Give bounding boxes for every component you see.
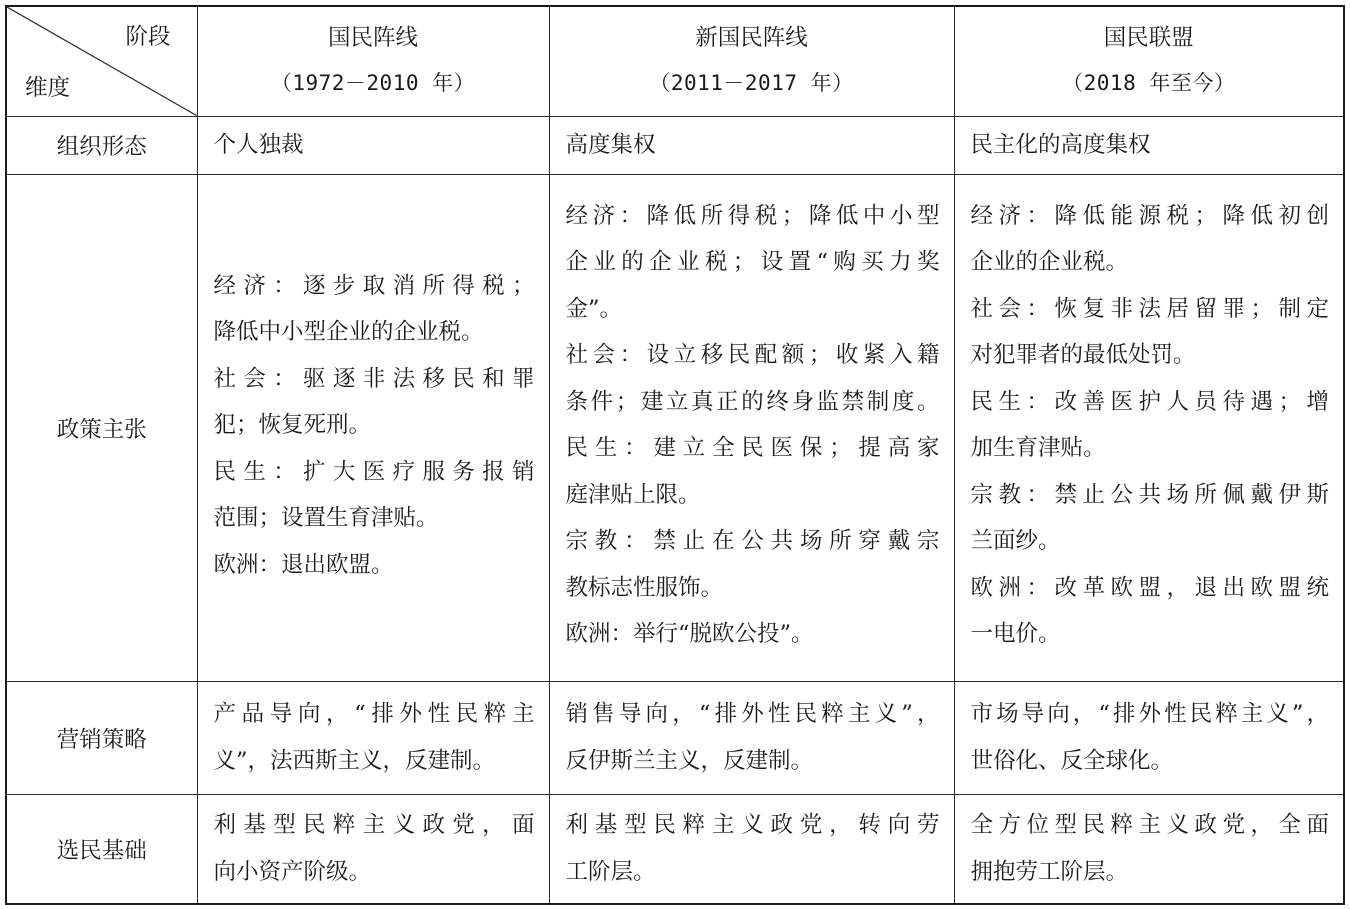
policy-line: 欧洲：改革欧盟，退出欧盟统 (970, 574, 1329, 601)
voters-line: 利基型民粹主义政党，面 (213, 812, 535, 839)
policy-line: 民生：扩大医疗服务报销 (213, 458, 535, 485)
column-name: 国民阵线 (327, 25, 418, 52)
policy-line: 条件；建立真正的终身监禁制度。 (565, 388, 940, 415)
policy-line: 民生：改善医护人员待遇；增 (970, 388, 1329, 415)
column-name: 新国民阵线 (695, 25, 808, 52)
policy-cell-col1 (197, 174, 549, 681)
row-label-marketing: 营销策略 (6, 681, 197, 794)
marketing-cell-col2 (549, 681, 954, 794)
policy-row (6, 174, 1344, 681)
policy-line: 犯；恢复死刑。 (213, 412, 372, 438)
marketing-line: 市场导向，“排外性民粹主义”， (970, 701, 1329, 727)
policy-line: 经济：降低所得税；降低中小型 (565, 202, 940, 229)
policy-line: 经济：降低能源税；降低初创 (970, 202, 1329, 229)
policy-line: 兰面纱。 (970, 528, 1061, 554)
voters-line: 拥抱劳工阶层。 (970, 858, 1129, 885)
header-row (6, 6, 1344, 116)
voters-line: 利基型民粹主义政党，转向劳 (565, 812, 940, 839)
marketing-line: 义”，法西斯主义，反建制。 (213, 747, 496, 774)
voters-line: 向小资产阶级。 (213, 858, 372, 885)
policy-line: 加生育津贴。 (970, 435, 1106, 461)
organization-cell-col2: 高度集权 (549, 116, 954, 174)
comparison-table (5, 5, 1345, 905)
policy-line: 社会：驱逐非法移民和罪 (213, 365, 535, 392)
organization-cell-col3: 民主化的高度集权 (954, 116, 1344, 174)
marketing-row (6, 681, 1344, 794)
policy-line: 民生：建立全民医保；提高家 (565, 435, 940, 461)
corner-header-cell (6, 6, 197, 116)
column-period: （2018 年至今） (1062, 71, 1236, 96)
voters-row (6, 794, 1344, 904)
voters-cell-col1 (197, 794, 549, 904)
policy-line: 对犯罪者的最低处罚。 (970, 342, 1196, 368)
organization-row (6, 116, 1344, 174)
column-header-national-rally (954, 6, 1344, 116)
marketing-line: 反伊斯兰主义，反建制。 (565, 747, 814, 774)
row-label-organization: 组织形态 (6, 116, 197, 174)
column-header-national-front (197, 6, 549, 116)
policy-line: 经济：逐步取消所得税； (213, 272, 535, 299)
policy-line: 宗教：禁止在公共场所穿戴宗 (565, 528, 940, 554)
policy-line: 企业的企业税。 (970, 249, 1129, 275)
corner-dimension-label: 维度 (25, 74, 71, 101)
policy-line: 欧洲：举行“脱欧公投”。 (565, 621, 814, 647)
corner-stage-label: 阶段 (125, 24, 171, 50)
marketing-line: 销售导向，“排外性民粹主义”， (565, 701, 940, 727)
policy-line: 社会：设立移民配额；收紧入籍 (565, 342, 940, 368)
policy-line: 欧洲：退出欧盟。 (213, 551, 394, 578)
marketing-line: 产品导向，“排外性民粹主 (213, 701, 535, 727)
policy-line: 教标志性服饰。 (565, 574, 724, 601)
policy-line: 庭津贴上限。 (565, 481, 701, 508)
policy-line: 范围；设置生育津贴。 (213, 505, 439, 531)
policy-line: 一电价。 (970, 621, 1061, 647)
marketing-cell-col3 (954, 681, 1344, 794)
policy-line: 社会：恢复非法居留罪；制定 (970, 295, 1329, 322)
policy-cell-col3 (954, 174, 1344, 681)
policy-line: 企业的企业税；设置“购买力奖 (565, 249, 940, 275)
policy-line: 宗教：禁止公共场所佩戴伊斯 (970, 481, 1329, 508)
marketing-line: 世俗化、反全球化。 (970, 747, 1174, 774)
voters-cell-col3 (954, 794, 1344, 904)
voters-cell-col2 (549, 794, 954, 904)
column-header-new-national-front (549, 6, 954, 116)
policy-cell-col2 (549, 174, 954, 681)
column-period: （1972－2010 年） (270, 71, 476, 96)
column-name: 国民联盟 (1103, 25, 1194, 52)
row-label-policy: 政策主张 (6, 174, 197, 681)
voters-line: 工阶层。 (565, 858, 656, 885)
voters-line: 全方位型民粹主义政党，全面 (970, 812, 1329, 839)
policy-line: 降低中小型企业的企业税。 (213, 319, 484, 345)
row-label-voters: 选民基础 (6, 794, 197, 904)
column-period: （2011－2017 年） (649, 71, 854, 96)
organization-cell-col1: 个人独裁 (197, 116, 549, 174)
marketing-cell-col1 (197, 681, 549, 794)
policy-line: 金”。 (565, 295, 623, 322)
